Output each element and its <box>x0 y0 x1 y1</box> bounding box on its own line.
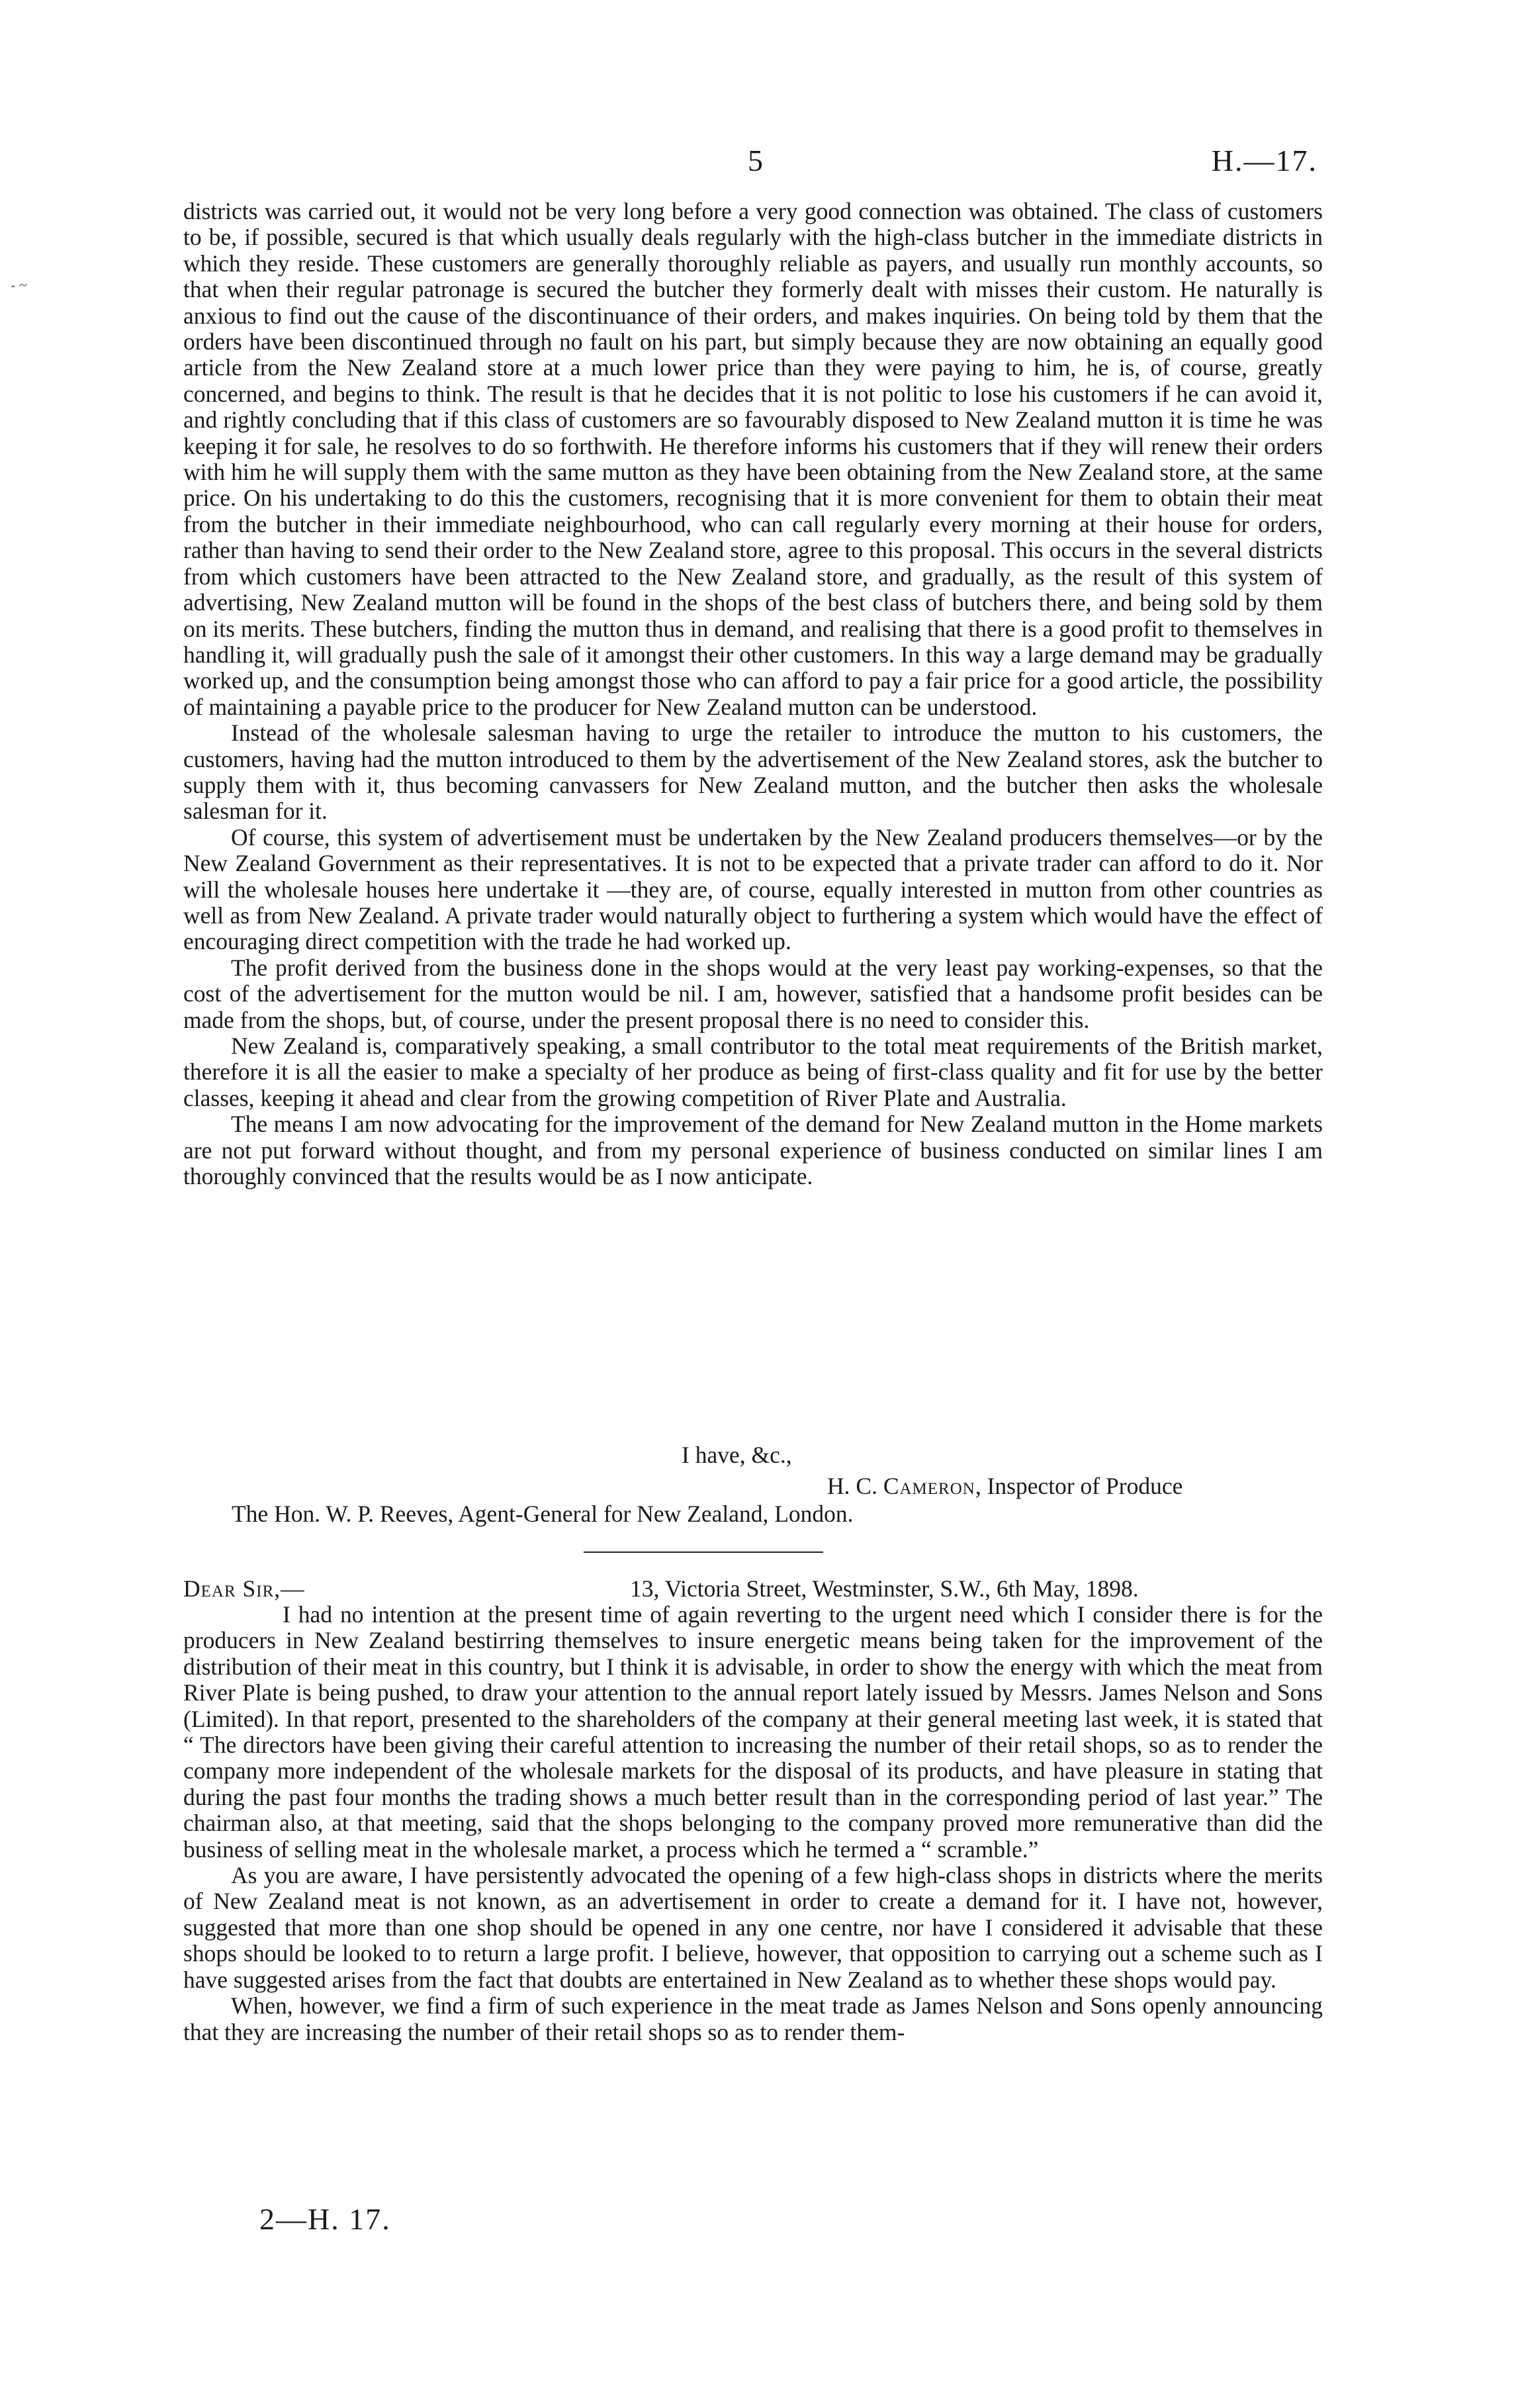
document-reference: H.—17. <box>1211 144 1317 177</box>
paragraph: New Zealand is, comparatively speaking, a small contributor to the total meat requirements of the British market, therefore it is all the easier to make a specialty of her produce as being of first-class quality and fit for use by the better classes, keeping it ahead and clear from the growing competition of River Plate and Australia. <box>183 1033 1323 1111</box>
paragraph: Of course, this system of advertisement must be undertaken by the New Zealand producers themselves—or by the New Zealand Government as their representatives. It is not to be expected that a private trader can afford to do it. Nor will the wholesale houses here undertake it —they are, of course, equally interested in mutton from other countries as well as from New Zealand. A private trader would naturally object to furthering a system which would have the effect of encouraging direct competition with the trade he had worked up. <box>183 823 1323 955</box>
signatory-surname: Cameron <box>883 1473 975 1499</box>
signatory-initials: H. C. <box>827 1473 877 1499</box>
recipient-line: The Hon. W. P. Reeves, Agent-General for New Zealand, London. <box>232 1501 854 1527</box>
paragraph: districts was carried out, it would not be very long before a very good connection was obtained. The class of customers to be, if possible, secured is that which usually deals regularly with the high-class butcher in the immediate districts in which they reside. These customers are generally thoroughly reliable as payers, and usually run monthly accounts, so that when their regular patronage is secured the butcher they formerly dealt with misses their custom. He naturally is anxious to find out the cause of the discontinuance of their orders, and makes inquiries. On being told by them that the orders have been discontinued through no fault on his part, but simply because they are now obtaining an equally good article from the New Zealand store at a much lower price than they were paying to him, he is, of course, greatly concerned, and begins to think. The result is that he decides that it is not politic to lose his customers if he can avoid it, and rightly concluding that if this class of customers are so favourably disposed to New Zealand mutton it is time he was keeping it for sale, he resolves to do so forthwith. He therefore informs his customers that if they will renew their orders with him he will supply them with the same mutton as they have been obtaining from the New Zealand store, at the same price. On his undertaking to do this the customers, recognising that it is more convenient for them to obtain their meat from the butcher in their immediate neighbourhood, who can call regularly every morning at their house for orders, rather than having to send their order to the New Zealand store, agree to this proposal. This occurs in the several districts from which customers have been attracted to the New Zealand store, and gradually, as the result of this system of advertising, New Zealand mutton will be found in the shops of the best class of butchers there, and being sold by them on its merits. These butchers, finding the mutton thus in demand, and realising that there is a good profit to themselves in handling it, will gradually push the sale of it amongst their other customers. In this way a large demand may be gradually worked up, and the consumption being amongst those who can afford to pay a fair price for a good article, the possibility of maintaining a payable price to the producer for New Zealand mutton can be understood. <box>183 198 1323 720</box>
sheet-reference: 2—H. 17. <box>259 2202 391 2236</box>
signatory <box>827 1473 1182 1499</box>
paragraph: The means I am now advocating for the improvement of the demand for New Zealand mutton in the Home markets are not put forward without thought, and from my personal experience of business conducted on similar lines I am thoroughly convinced that the results would be as I now anticipate. <box>183 1111 1323 1190</box>
page-number: 5 <box>748 144 764 177</box>
paragraph: As you are aware, I have persistently advocated the opening of a few high-class shops in districts where the merits of New Zealand meat is not known, as an advertisement in order to create a demand for it. I have not, however, suggested that more than one shop should be opened in any one centre, nor have I considered it advisable that these shops should be looked to to return a large profit. I believe, however, that opposition to carrying out a scheme such as I have suggested arises from the fact that doubts are entertained in New Zealand as to whether these shops would pay. <box>183 1862 1323 1993</box>
paragraph: Instead of the wholesale salesman having to urge the retailer to introduce the mutton to his customers, the customers, having had the mutton introduced to them by the advertisement of the New Zealand stores, ask the butcher to supply them with it, thus becoming canvassers for New Zealand mutton, and the butcher then asks the wholesale salesman for it. <box>183 719 1323 825</box>
margin-mark: - ~ <box>11 277 27 293</box>
salutation: Dear Sir,— <box>183 1575 305 1602</box>
closing-greeting: I have, &c., <box>682 1442 792 1468</box>
letter-two-body <box>183 1602 1323 2045</box>
letter-one-body <box>183 199 1323 1189</box>
paragraph: When, however, we find a firm of such experience in the meat trade as James Nelson and Sons openly announcing that they are increasing the number of their retail shops so as to render them- <box>183 1992 1323 2045</box>
section-divider <box>584 1551 823 1553</box>
paragraph: I had no intention at the present time of again reverting to the urgent need which I consider there is for the producers in New Zealand bestirring themselves to insure energetic means being taken for the improvement of the distribution of their meat in this country, but I think it is advisable, in order to show the energy with which the meat from River Plate is being pushed, to draw your attention to the annual report lately issued by Messrs. James Nelson and Sons (Limited). In that report, presented to the shareholders of the company at their general meeting last week, it is stated that “ The directors have been giving their careful attention to increasing the number of their retail shops, so as to render the company more independent of the wholesale markets for the disposal of its products, and have pleasure in stating that during the past four months the trading shows a much better result than in the corresponding period of last year.” The chairman also, at that meeting, said that the shops belonging to the company proved more remunerative than did the business of selling meat in the wholesale market, a process which he termed a “ scramble.” <box>183 1601 1323 1863</box>
address-date: 13, Victoria Street, Westminster, S.W., 6th May, 1898. <box>630 1575 1139 1602</box>
paragraph: The profit derived from the business done in the shops would at the very least pay working-expenses, so that the cost of the advertisement for the mutton would be nil. I am, however, satisfied that a handsome profit besides can be made from the shops, but, of course, under the present proposal there is no need to consider this. <box>183 954 1323 1033</box>
signatory-title: , Inspector of Produce <box>975 1473 1183 1499</box>
